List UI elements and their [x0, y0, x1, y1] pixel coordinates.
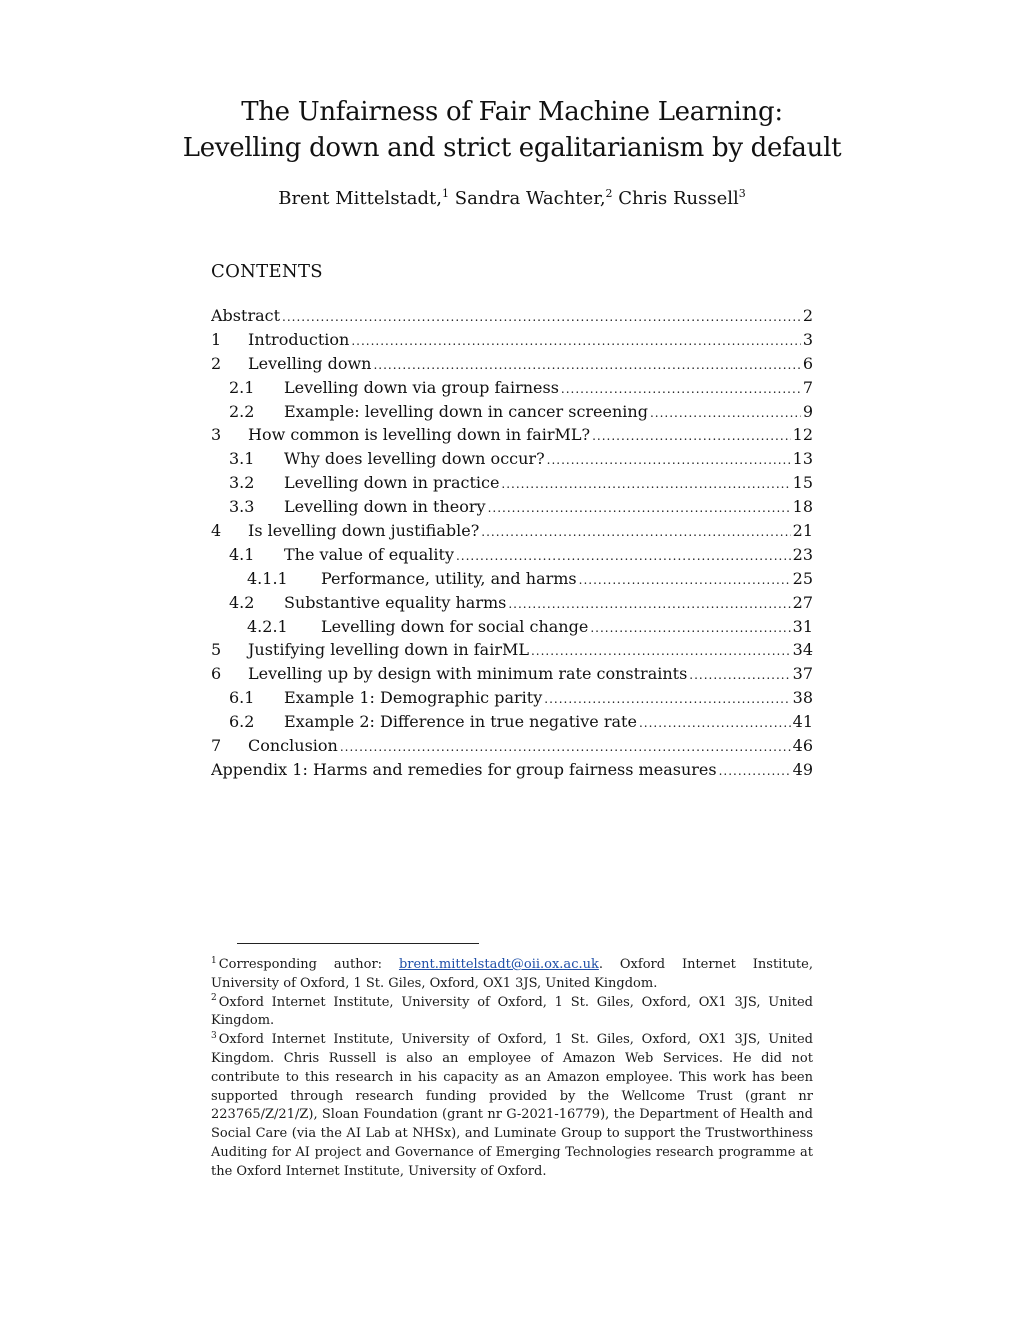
toc-entry-title: Levelling down via group fairness	[284, 377, 559, 397]
toc-entry-title: Appendix 1: Harms and remedies for group fairness measures	[211, 759, 717, 779]
toc-entry-page: 15	[792, 473, 813, 493]
toc-entry-page: 23	[792, 544, 813, 564]
toc-entry-page: 3	[802, 329, 813, 349]
toc-entry[interactable]	[211, 352, 813, 376]
toc-entry-title: Conclusion	[248, 736, 338, 756]
toc-entry-number: 3.1	[229, 449, 255, 469]
toc-entry-title: Why does levelling down occur?	[284, 449, 545, 469]
toc-entry-title: Levelling down	[248, 353, 372, 373]
toc-entry-page: 6	[802, 353, 813, 373]
toc-entry-title: Levelling down in practice	[284, 473, 500, 493]
footnote-text: Corresponding author:	[218, 957, 399, 972]
toc-dot-leader	[508, 593, 790, 615]
toc-dot-leader	[373, 354, 800, 376]
table-of-contents	[211, 304, 813, 782]
toc-entry-number: 6.2	[229, 712, 255, 732]
toc-entry-number: 3.3	[229, 497, 255, 517]
footnote-mark: 2	[211, 993, 217, 1004]
toc-entry-title: Justifying levelling down in fairML	[248, 640, 529, 660]
toc-entry[interactable]	[211, 758, 813, 782]
toc-entry-page: 31	[792, 616, 813, 636]
toc-entry-number: 1	[211, 329, 222, 349]
toc-entry-number: 4.2	[229, 592, 255, 612]
toc-entry-page: 25	[792, 568, 813, 588]
toc-dot-leader	[579, 569, 791, 591]
toc-entry-number: 5	[211, 640, 222, 660]
toc-dot-leader	[590, 617, 790, 639]
footnote-divider	[237, 943, 479, 944]
toc-entry[interactable]	[211, 686, 813, 710]
toc-dot-leader	[282, 306, 801, 328]
toc-entry-page: 2	[802, 306, 813, 325]
toc-entry-title: Levelling up by design with minimum rate constraints	[248, 664, 688, 684]
toc-entry[interactable]	[211, 567, 813, 591]
footnote-mark: 1	[211, 955, 217, 966]
toc-entry-title: Example 2: Difference in true negative rate	[284, 712, 637, 732]
toc-dot-leader	[544, 688, 790, 710]
toc-dot-leader	[340, 736, 791, 758]
author-email-link[interactable]: brent.mittelstadt@oii.ox.ac.uk	[398, 957, 599, 972]
toc-entry-number: 4.1	[229, 544, 255, 564]
author-footnote-mark[interactable]: 2	[605, 187, 613, 200]
toc-entry[interactable]	[211, 615, 813, 639]
toc-dot-leader	[547, 449, 791, 471]
author-list	[0, 186, 1024, 212]
toc-dot-leader	[592, 425, 791, 447]
toc-entry-number: 2	[211, 353, 222, 373]
toc-entry-page: 13	[792, 449, 813, 469]
toc-entry-title: Example 1: Demographic parity	[284, 688, 543, 708]
toc-entry[interactable]	[211, 447, 813, 471]
toc-entry-title: Levelling down for social change	[321, 616, 589, 636]
toc-entry-number: 6	[211, 664, 222, 684]
footnote-3	[211, 1031, 813, 1181]
toc-entry[interactable]	[211, 662, 813, 686]
toc-entry[interactable]	[211, 376, 813, 400]
toc-entry[interactable]	[211, 638, 813, 662]
footnotes	[211, 956, 813, 1182]
paper-title	[0, 94, 1024, 166]
toc-entry-page: 37	[792, 664, 813, 684]
footnote-text: Oxford Internet Institute, University of Oxford, 1 St. Giles, Oxford, OX1 3JS, United Kingdom. Chris Russell is also an employee of Amazon Web Services. He did not contribute to this research in his capacity as an Amazon employee. This work has been supported through research funding provided by the Wellcome Trust (grant nr 223765/Z/21/Z), Sloan Foundation (grant nr G-2021-16779), the Department of Health and Social Care (via the AI Lab at NHSx), and Luminate Group to support the Trustworthiness Auditing for AI project and Governance of Emerging Technologies research programme at the Oxford Internet Institute, University of Oxford.	[211, 1032, 813, 1179]
toc-entry-title: Is levelling down justifiable?	[248, 521, 480, 541]
contents-heading: CONTENTS	[211, 261, 323, 282]
toc-entry[interactable]	[211, 495, 813, 519]
toc-dot-leader	[456, 545, 791, 567]
toc-entry[interactable]	[211, 471, 813, 495]
author-footnote-mark[interactable]: 3	[738, 187, 746, 200]
toc-entry-page: 21	[792, 521, 813, 541]
toc-entry-title: Substantive equality harms	[284, 592, 507, 612]
toc-entry-number: 3	[211, 425, 222, 445]
toc-dot-leader	[488, 497, 791, 519]
toc-entry-page: 34	[792, 640, 813, 660]
footnote-text: Oxford Internet Institute, University of Oxford, 1 St. Giles, Oxford, OX1 3JS, United Kingdom.	[211, 994, 813, 1029]
toc-entry-title: The value of equality	[284, 544, 454, 564]
toc-entry-page: 38	[792, 688, 813, 708]
toc-dot-leader	[351, 330, 800, 352]
toc-dot-leader	[481, 521, 790, 543]
toc-entry-title: Example: levelling down in cancer screening	[284, 401, 648, 421]
toc-dot-leader	[561, 378, 801, 400]
toc-entry[interactable]	[211, 591, 813, 615]
toc-entry-title: Performance, utility, and harms	[321, 568, 577, 588]
toc-entry[interactable]	[211, 400, 813, 424]
toc-entry-number: 6.1	[229, 688, 255, 708]
author-name: Chris Russell	[618, 188, 739, 209]
toc-entry-page: 49	[792, 759, 813, 779]
toc-dot-leader	[531, 640, 791, 662]
author-name: Brent Mittelstadt,	[278, 188, 442, 209]
toc-entry[interactable]	[211, 328, 813, 352]
toc-entry-page: 7	[802, 377, 813, 397]
paper-title-line-2: Levelling down and strict egalitarianism by default	[182, 133, 842, 163]
toc-entry[interactable]	[211, 304, 813, 328]
toc-entry[interactable]	[211, 710, 813, 734]
paper-title-line-1: The Unfairness of Fair Machine Learning:	[241, 97, 783, 127]
toc-entry-number: 2.2	[229, 401, 255, 421]
toc-entry[interactable]	[211, 734, 813, 758]
footnote-1	[211, 956, 813, 994]
toc-entry-number: 2.1	[229, 377, 255, 397]
toc-entry-page: 27	[792, 592, 813, 612]
toc-entry-page: 46	[792, 736, 813, 756]
toc-dot-leader	[639, 712, 791, 734]
toc-entry[interactable]	[211, 519, 813, 543]
toc-entry-title: Abstract	[211, 306, 281, 325]
author-footnote-mark[interactable]: 1	[442, 187, 449, 200]
toc-dot-leader	[719, 760, 791, 782]
toc-entry-number: 7	[211, 736, 222, 756]
toc-entry-title: How common is levelling down in fairML?	[248, 425, 591, 445]
toc-entry-title: Levelling down in theory	[284, 497, 486, 517]
toc-entry-page: 12	[792, 425, 813, 445]
footnote-mark: 3	[211, 1030, 217, 1041]
toc-entry-page: 18	[792, 497, 813, 517]
toc-entry[interactable]	[211, 543, 813, 567]
footnote-text: . Oxford Internet Institute, University of Oxford, 1 St. Giles, Oxford, OX1 3JS, United Kingdom.	[211, 957, 813, 991]
toc-entry-number: 4.1.1	[247, 568, 288, 588]
toc-dot-leader	[501, 473, 790, 495]
toc-entry-page: 9	[802, 401, 813, 421]
toc-entry-title: Introduction	[248, 329, 350, 349]
author-name: Sandra Wachter,	[454, 188, 606, 209]
toc-entry[interactable]	[211, 423, 813, 447]
toc-entry-number: 4.2.1	[247, 616, 288, 636]
toc-entry-number: 3.2	[229, 473, 255, 493]
toc-dot-leader	[689, 664, 790, 686]
toc-entry-page: 41	[792, 712, 813, 732]
toc-dot-leader	[650, 402, 801, 424]
footnote-2	[211, 994, 813, 1032]
toc-entry-number: 4	[211, 521, 222, 541]
